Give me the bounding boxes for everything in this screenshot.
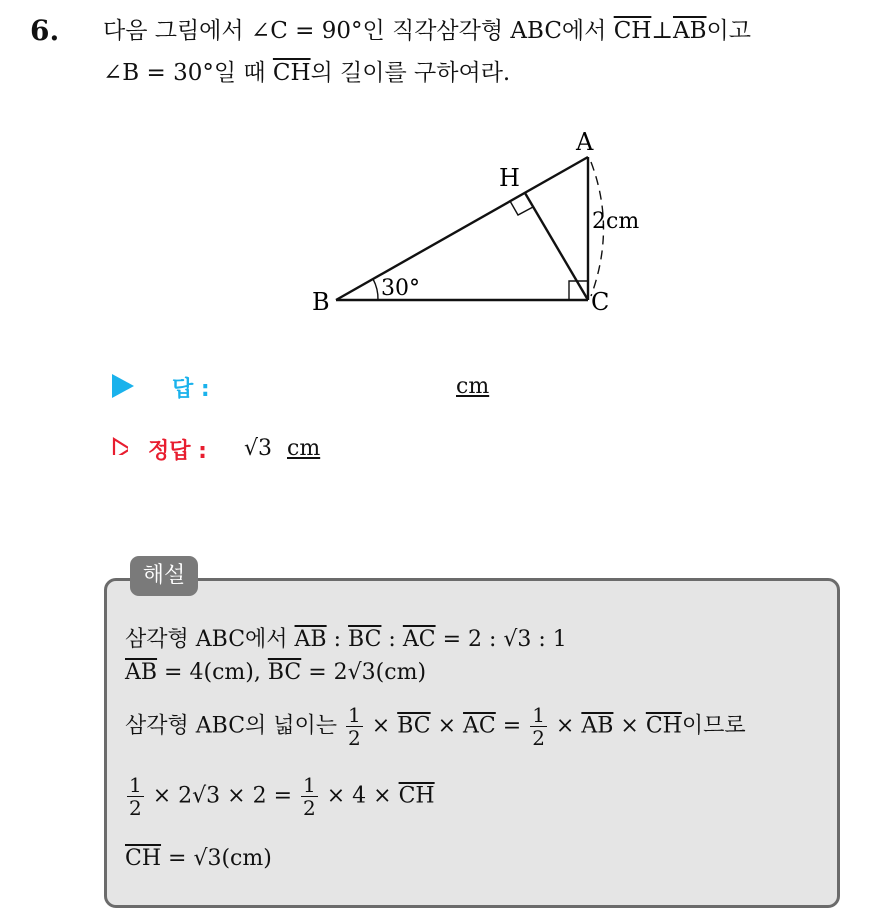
side-ab [336,157,588,300]
answer-unit: cm [456,374,490,399]
segment-ab: $\overline{AB}$ [672,18,707,44]
angle-arc-b [373,279,378,300]
segment-ch: $\overline{CH}$ [613,18,652,44]
answer-arrow-icon [112,374,134,398]
answer-label: 답 : [172,377,210,402]
triangle-figure [300,120,660,330]
label-a: A [576,128,594,156]
fraction-half: $\frac{1}{2}$ [129,773,142,820]
question-line-1: 다음 그림에서 ∠C = 90°인 직각삼각형 ABC에서 $\overline{CH}\perp\overline{AB}$이고 [103,18,751,44]
question-line-2: ∠B = 30°일 때 $\overline{CH}$의 길이를 구하여라. [103,60,511,86]
solution-line-2: $\overline{AB} = 4(cm)$, $\overline{BC} = 2√3(cm)$ [125,660,427,685]
label-c: C [591,288,610,316]
correct-arrow-icon [112,437,128,455]
angle-b-label: 30° [381,276,420,301]
label-h: H [499,164,520,192]
fraction-half: $\frac{1}{2}$ [532,703,545,750]
right-angle-mark-h [510,201,533,215]
solution-line-5: $\overline{CH} = √3(cm)$ [125,846,272,871]
fraction-half: $\frac{1}{2}$ [348,703,361,750]
correct-label: 정답 : [148,439,207,464]
correct-value: √3 [244,436,273,461]
solution-tag: 해설 [130,556,198,596]
fraction-half: $\frac{1}{2}$ [303,773,316,820]
segment-ch: $\overline{CH}$ [272,60,311,86]
correct-unit: cm [287,436,321,461]
segment-ch-line [525,193,588,300]
question-number: 6. [30,14,60,47]
solution-line-1: 삼각형 ABC에서 $\overline{AB}$ : $\overline{BC}$ : $\overline{AC} = 2$ : √3 : 1 [125,627,567,652]
solution-line-4: $\frac{1}{2}$ × 2√3 × 2 = $\frac{1}{2}$ × $4 \times \overline{CH}$ [129,773,435,820]
side-ac-length: 2cm [592,209,640,234]
solution-line-3: 삼각형 ABC의 넓이는 $\frac{1}{2}$ × $\overline{BC} \times \overline{AC}$ = $\frac{1}{2}$ × $\overline{AB} \times \overline{CH}$이므로 [125,703,746,750]
label-b: B [312,288,330,316]
